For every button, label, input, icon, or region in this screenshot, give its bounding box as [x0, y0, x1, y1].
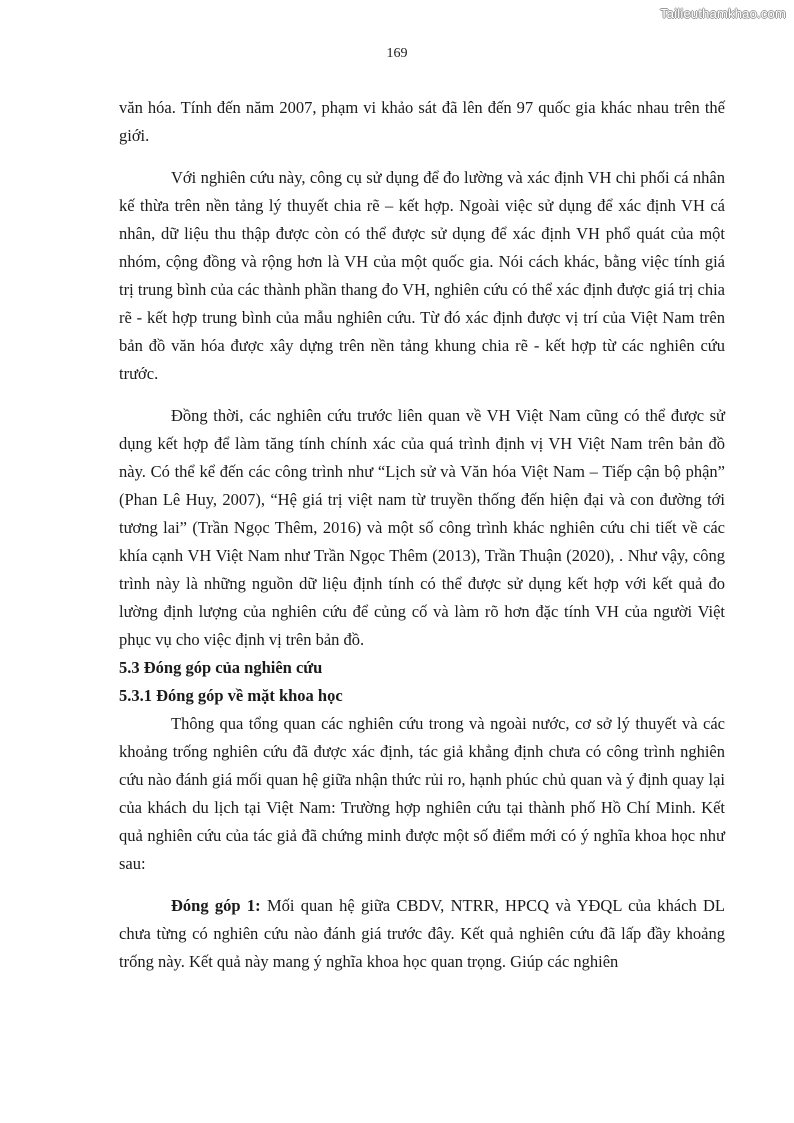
paragraph-3: Đồng thời, các nghiên cứu trước liên quan về VH Việt Nam cũng có thể được sử dụng kết hợp để làm tăng tính chính xác của quá trình định vị VH Việt Nam trên bản đồ này. Có thể kể đến các công trình như “Lịch sử và Văn hóa Việt Nam – Tiếp cận bộ phận” (Phan Lê Huy, 2007), “Hệ giá trị việt nam từ truyền thống đến hiện đại và con đường tới tương lai” (Trần Ngọc Thêm, 2016) và một số công trình khác nghiên cứu chi tiết về các khía cạnh VH Việt Nam như Trần Ngọc Thêm (2013), Trần Thuận (2020), . Như vậy, công trình này là những nguồn dữ liệu định tính có thể được sử dụng kết hợp với kết quả đo lường định lượng của nghiên cứu để củng cố và làm rõ hơn đặc tính VH của người Việt phục vụ cho việc định vị trên bản đồ.	[119, 406, 725, 649]
page-number: 169	[386, 46, 408, 61]
contribution-text: Mối quan hệ giữa CBDV, NTRR, HPCQ và YĐQL của khách DL chưa từng có nghiên cứu nào đánh giá trước đây. Kết quả nghiên cứu đã lấp đầy khoảng trống này. Kết quả này mang ý nghĩa khoa học quan trọng. Giúp các nghiên	[119, 896, 726, 971]
subsection-heading: 5.3.1 Đóng góp về mặt khoa học	[119, 686, 343, 705]
paragraph-4: Thông qua tổng quan các nghiên cứu trong và ngoài nước, cơ sở lý thuyết và các khoảng trống nghiên cứu đã được xác định, tác giả khẳng định chưa có công trình nghiên cứu nào đánh giá mối quan hệ giữa nhận thức rủi ro, hạnh phúc chủ quan và ý định quay lại của khách du lịch tại Việt Nam: Trường hợp nghiên cứu tại thành phố Hồ Chí Minh. Kết quả nghiên cứu của tác giả đã chứng minh được một số điểm mới có ý nghĩa khoa học như sau:	[119, 714, 725, 873]
watermark: Tailieuthamkhao.com	[660, 6, 786, 21]
paragraph-1: văn hóa. Tính đến năm 2007, phạm vi khảo sát đã lên đến 97 quốc gia khác nhau trên thế giới.	[119, 98, 725, 145]
section-heading: 5.3 Đóng góp của nghiên cứu	[119, 658, 323, 677]
contribution-label: Đóng góp 1:	[171, 896, 261, 915]
paragraph-5	[119, 892, 725, 976]
document-body	[119, 94, 725, 976]
paragraph-2: Với nghiên cứu này, công cụ sử dụng để đo lường và xác định VH chi phối cá nhân kế thừa trên nền tảng lý thuyết chia rẽ – kết hợp. Ngoài việc sử dụng để xác định VH cá nhân, dữ liệu thu thập được còn có thể được sử dụng để xác định VH phổ quát của một nhóm, cộng đồng và rộng hơn là VH của một quốc gia. Nói cách khác, bằng việc tính giá trị trung bình của các thành phần thang đo VH, nghiên cứu có thể xác định được giá trị chia rẽ - kết hợp trung bình của mẫu nghiên cứu. Từ đó xác định được vị trí của Việt Nam trên bản đồ văn hóa được xây dựng trên nền tảng khung chia rẽ - kết hợp từ các nghiên cứu trước.	[119, 168, 725, 383]
